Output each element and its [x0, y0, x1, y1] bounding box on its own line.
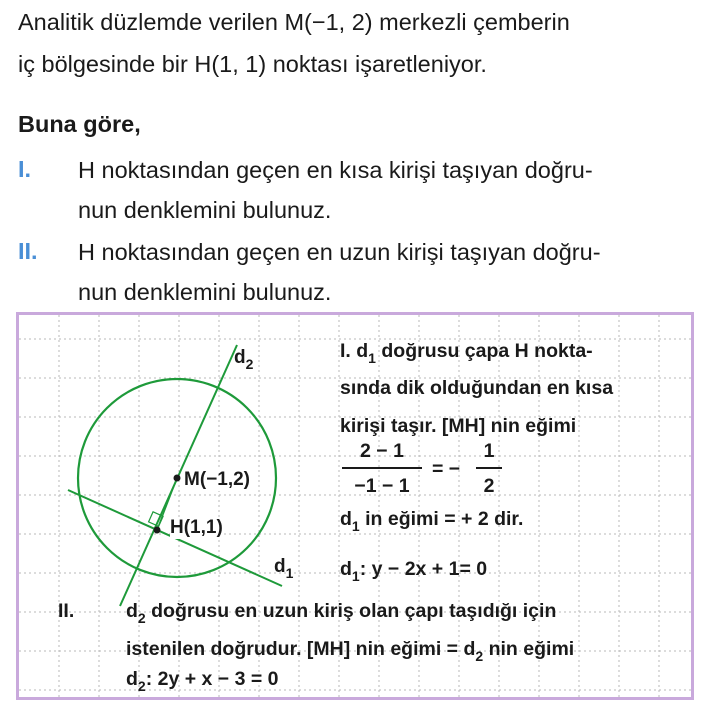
- solution-2-equation-d2: $d_2$: 2y + x − 3 = 0: [126, 668, 279, 694]
- fraction-result: [476, 440, 502, 498]
- item-2-numeral: II.: [18, 238, 38, 264]
- fraction-1-numerator: 2 − 1: [360, 440, 404, 462]
- fraction-1-denominator: −1 − 1: [342, 467, 422, 498]
- solution-2-line-1: $d_2$ doğrusu en uzun kiriş olan çapı taşıdığı için: [126, 600, 557, 626]
- solution-2-line-2: istenilen doğrudur. [MH] nin eğimi = $d_2$ nin eğimi: [126, 638, 575, 664]
- solution-1-slope-d1: $d_1$ in eğimi = + 2 dir.: [340, 508, 524, 534]
- label-point-m: M(−1,2): [184, 469, 250, 490]
- item-1-line-1: H noktasından geçen en kısa kirişi taşıyan doğru-: [78, 157, 593, 183]
- fraction-2-numerator: 1: [483, 440, 495, 462]
- item-1-line-2: nun denklemini bulunuz.: [78, 197, 332, 223]
- item-2-line-1: H noktasından geçen en uzun kirişi taşıyan doğru-: [78, 239, 601, 265]
- solution-1-equation-d1: $d_1$: y − 2x + 1= 0: [340, 558, 488, 584]
- item-1-numeral: I.: [18, 156, 32, 182]
- solution-1-line-1: I. $d_1$ doğrusu çapa H nokta-: [340, 340, 593, 366]
- question-line-1: Analitik düzlemde verilen M(−1, 2) merkezli çemberin: [18, 9, 570, 35]
- fraction-2-denominator: 2: [476, 467, 502, 498]
- point-h-dot: [154, 527, 161, 534]
- label-d1: $d_1$: [274, 556, 294, 581]
- equals-minus: = −: [432, 458, 461, 480]
- fraction-slope-mh: [342, 440, 422, 498]
- solution-1-line-3: kirişi taşır. [MH] nin eğimi: [340, 415, 577, 437]
- label-d2: $d_2$: [234, 347, 254, 372]
- question-line-2: iç bölgesinde bir H(1, 1) noktası işaretleniyor.: [18, 51, 487, 77]
- solution-2-numeral: II.: [58, 600, 75, 622]
- point-m-dot: [174, 475, 181, 482]
- question-prompt: Buna göre,: [18, 111, 141, 137]
- label-point-h: H(1,1): [170, 517, 223, 538]
- solution-1-line-2: sında dik olduğundan en kısa: [340, 377, 614, 399]
- item-2-line-2: nun denklemini bulunuz.: [78, 279, 332, 305]
